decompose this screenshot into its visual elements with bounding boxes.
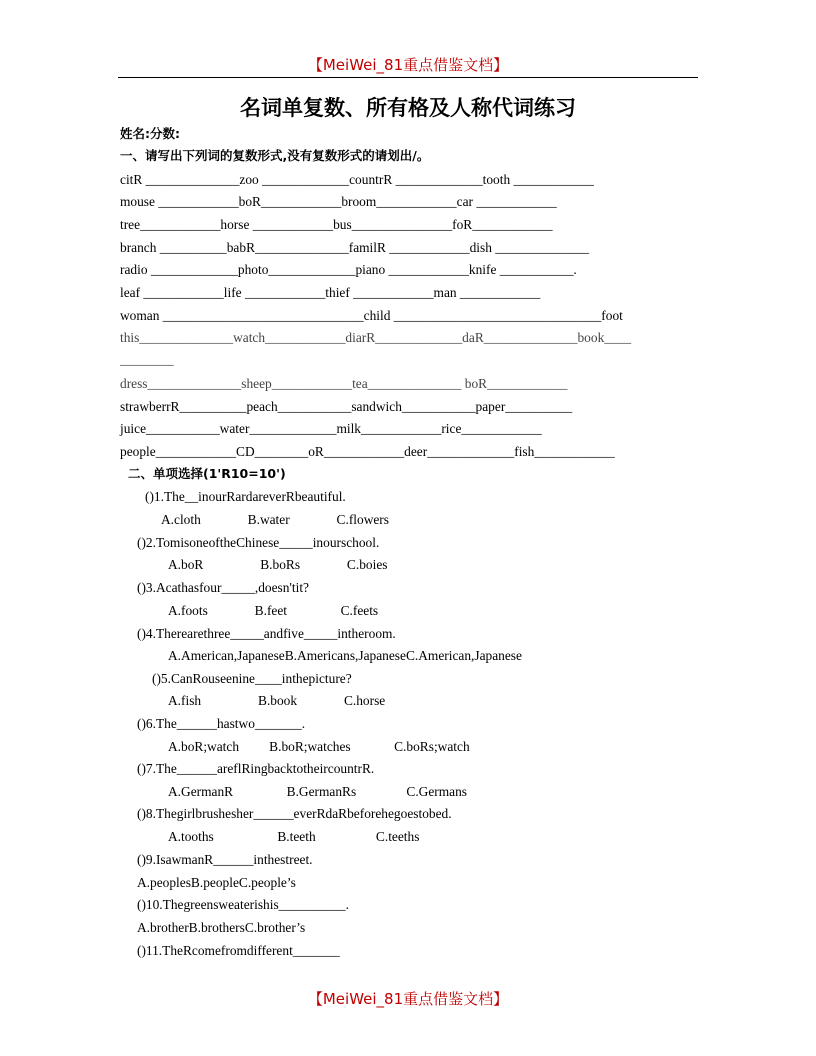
word-row: mouse ____________boR____________broom____________car ____________ [120,194,557,209]
word-row: people____________CD________oR____________deer_____________fish____________ [120,444,615,459]
question-line: ()9.IsawmanR______inthestreet. [137,852,313,867]
question-line: ()6.The______hastwo_______. [137,716,306,731]
question-line: ()1.The__inourRardareverRbeautiful. [145,489,346,504]
word-row: leaf ____________life ____________thief ____________man ____________ [120,285,541,300]
answer-options: A.boR;watch B.boR;watches C.boRs;watch [168,739,470,754]
word-row: citR ______________zoo _____________countrR _____________tooth ____________ [120,172,594,187]
page-header: 【MeiWei_81重点借鉴文档】 [307,56,509,74]
word-row: branch __________babR______________familR ____________dish ______________ [120,240,590,255]
word-row: dress______________sheep____________tea______________ boR____________ [120,376,568,391]
question-line: ()8.Thegirlbrushesher______everRdaRbeforehegoestobed. [137,806,452,821]
answer-options: A.brotherB.brothersC.brother’s [137,920,306,935]
answer-options: A.peoplesB.peopleC.people’s [137,875,296,890]
section2-heading: 二、单项选择(1'R10=10') [128,466,286,481]
word-row: woman ______________________________child _______________________________foot [120,308,623,323]
question-line: ()11.TheRcomefromdifferent_______ [137,943,340,958]
section1-heading: 一、请写出下列词的复数形式,没有复数形式的请划出/。 [120,148,430,163]
question-line: ()5.CanRouseenine____inthepicture? [152,671,352,686]
answer-options: A.GermanR B.GermanRs C.Germans [168,784,468,799]
question-line: ()4.Therearethree_____andfive_____intheroom. [137,626,396,641]
answer-options: A.tooths B.teeth C.teeths [168,829,420,844]
name-score-line: 姓名:分数: [120,126,180,141]
word-row: tree____________horse ____________bus_______________foR____________ [120,217,553,232]
word-row: strawberrR__________peach___________sandwich___________paper__________ [120,399,573,414]
word-row: ________ [120,352,174,367]
answer-options: A.fish B.book C.horse [168,693,386,708]
answer-options: A.boR B.boRs C.boies [168,557,388,572]
question-line: ()7.The______areflRingbacktotheircountrR. [137,761,375,776]
header-divider [118,77,698,78]
answer-options: A.foots B.feet C.feets [168,603,379,618]
page-title: 名词单复数、所有格及人称代词练习 [240,95,576,120]
word-row: juice___________water_____________milk____________rice____________ [120,421,542,436]
word-row: this______________watch____________diarR_____________daR______________book____ [120,330,632,345]
page-footer: 【MeiWei_81重点借鉴文档】 [307,990,509,1008]
question-line: ()3.Acathasfour_____,doesn'tit? [137,580,309,595]
answer-options: A.cloth B.water C.flowers [161,512,389,527]
question-line: ()10.Thegreensweaterishis__________. [137,897,349,912]
word-row: radio _____________photo_____________piano ____________knife ___________. [120,262,577,277]
answer-options: A.American,JapaneseB.Americans,JapaneseC.American,Japanese [168,648,522,663]
question-line: ()2.TomisoneoftheChinese_____inourschool. [137,535,380,550]
